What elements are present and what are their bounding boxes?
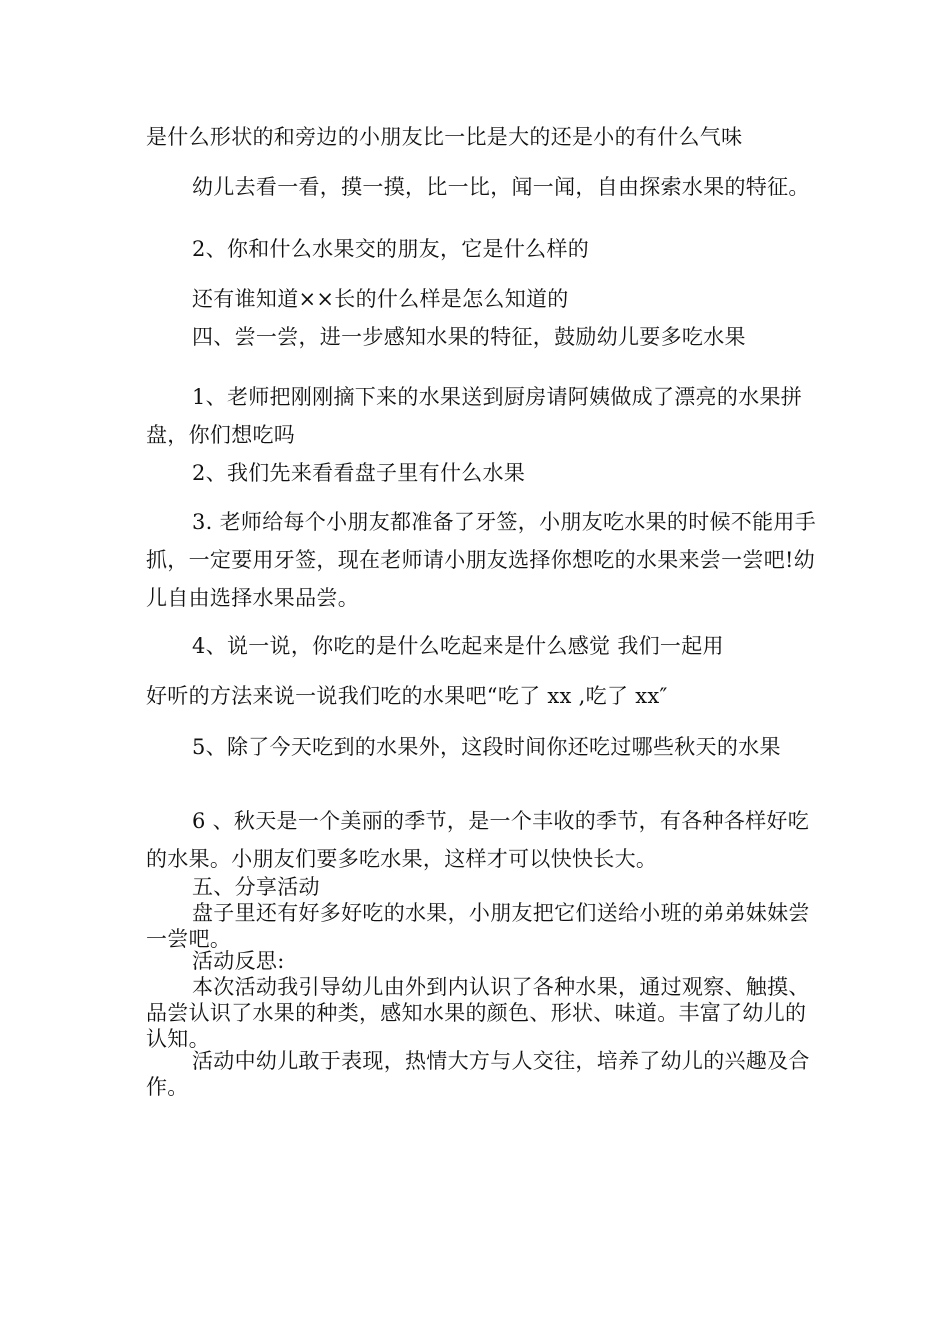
paragraph-reflection-1: 本次活动我引导幼儿由外到内认识了各种水果，通过观察、触摸、品尝认识了水果的种类，感知水果的颜色、形状、味道。丰富了幼儿的认知。 — [146, 975, 810, 1051]
paragraph-step-3: 3. 老师给每个小朋友都准备了牙签，小朋友吃水果的时候不能用手抓，一定要用牙签，现在老师请小朋友选择你想吃的水果来尝一尝吧!幼儿自由选择水果品尝。 — [146, 510, 817, 610]
paragraph-share: 盘子里还有好多好吃的水果，小朋友把它们送给小班的弟弟妹妹尝一尝吧。 — [146, 901, 810, 951]
paragraph-step-4: 4、说一说，你吃的是什么吃起来是什么感觉 我们一起用 — [192, 634, 724, 658]
paragraph-continuation: 是什么形状的和旁边的小朋友比一比是大的还是小的有什么气味 — [146, 125, 743, 149]
paragraph-step-6: 6 、秋天是一个美丽的季节，是一个丰收的季节，有各种各样好吃的水果。小朋友们要多吃水果，这样才可以快快长大。 — [146, 809, 810, 871]
section-heading-share: 五、分享活动 — [192, 875, 320, 899]
section-heading-reflection: 活动反思: — [192, 949, 285, 973]
paragraph-question-2: 2、你和什么水果交的朋友，它是什么样的 — [192, 237, 590, 261]
paragraph-question-length: 还有谁知道××长的什么样是怎么知道的 — [192, 287, 569, 311]
paragraph-step-1: 1、老师把刚刚摘下来的水果送到厨房请阿姨做成了漂亮的水果拼盘，你们想吃吗 — [146, 385, 803, 447]
paragraph-explore: 幼儿去看一看，摸一摸，比一比，闻一闻，自由探索水果的特征。 — [192, 175, 810, 199]
paragraph-reflection-2: 活动中幼儿敢于表现，热情大方与人交往，培养了幼儿的兴趣及合作。 — [146, 1049, 810, 1099]
paragraph-step-2: 2、我们先来看看盘子里有什么水果 — [192, 461, 526, 485]
paragraph-step-4-continued: 好听的方法来说一说我们吃的水果吧“吃了 xx ,吃了 xx″ — [146, 684, 668, 708]
paragraph-step-5: 5、除了今天吃到的水果外，这段时间你还吃过哪些秋天的水果 — [192, 735, 781, 759]
section-heading-taste: 四、尝一尝，进一步感知水果的特征，鼓励幼儿要多吃水果 — [192, 325, 746, 349]
